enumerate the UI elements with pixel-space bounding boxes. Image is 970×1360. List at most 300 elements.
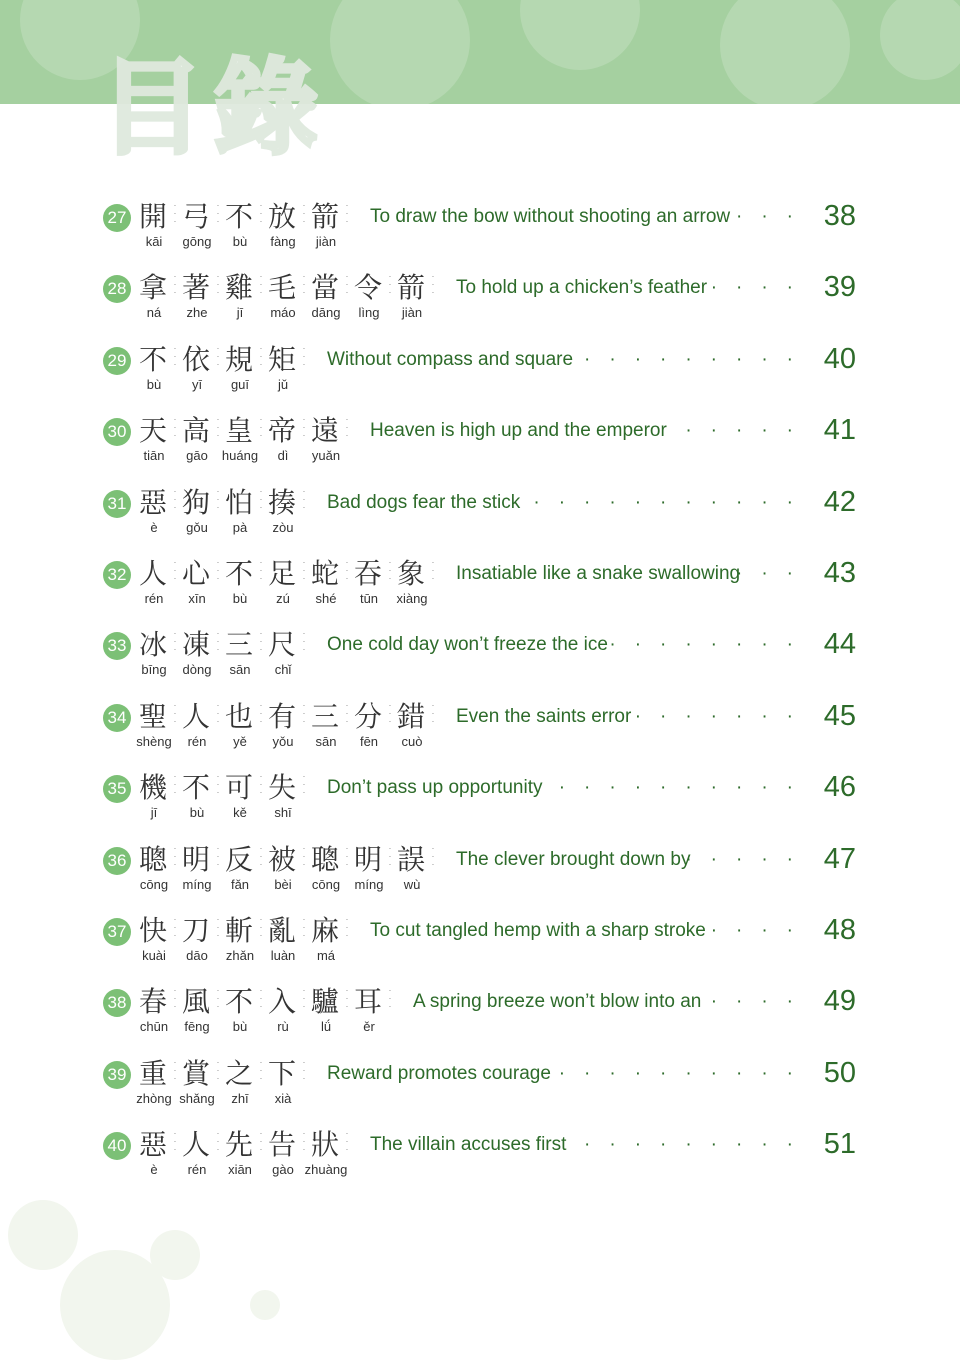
zhuyin-annotation: · · · bbox=[259, 844, 263, 869]
character-cell bbox=[139, 557, 182, 615]
character-cell bbox=[268, 628, 311, 686]
pinyin: ěr bbox=[363, 1019, 375, 1035]
hanzi: 人 bbox=[182, 699, 211, 733]
zhuyin-annotation: · · · bbox=[216, 344, 220, 369]
idiom-characters bbox=[139, 985, 397, 1043]
toc-entry[interactable] bbox=[0, 414, 960, 474]
zhuyin-annotation: · · · bbox=[173, 344, 177, 369]
zhuyin-annotation: · · · bbox=[173, 701, 177, 726]
hanzi: 惡 bbox=[139, 1128, 168, 1162]
pinyin: shèng bbox=[136, 733, 172, 749]
zhuyin-annotation: · · · bbox=[173, 630, 177, 655]
toc-entry[interactable] bbox=[0, 843, 960, 903]
zhuyin-annotation: · · · bbox=[173, 487, 177, 512]
entry-number-badge: 30 bbox=[103, 418, 131, 446]
character-cell bbox=[136, 699, 182, 758]
idiom-characters bbox=[139, 271, 440, 329]
hanzi: 不 bbox=[182, 771, 211, 805]
character-cell bbox=[397, 700, 440, 758]
page-number: 45 bbox=[823, 699, 856, 732]
character-cell bbox=[268, 914, 311, 972]
pinyin: kāi bbox=[145, 234, 163, 249]
hanzi: 弓 bbox=[182, 200, 211, 233]
character-cell bbox=[182, 843, 225, 901]
pinyin: lǘ bbox=[320, 1019, 332, 1035]
entry-title-english: The villain accuses first bbox=[370, 1134, 567, 1156]
zhuyin-annotation: · · · bbox=[259, 1058, 263, 1083]
leader-dots: ····· bbox=[685, 848, 812, 870]
pinyin: zhǎn bbox=[225, 948, 255, 963]
pinyin: chūn bbox=[139, 1019, 169, 1035]
zhuyin-annotation: · · · bbox=[388, 559, 392, 583]
character-cell bbox=[311, 700, 354, 758]
zhuyin-annotation: · · · bbox=[302, 202, 306, 226]
zhuyin-annotation: · · · bbox=[173, 1130, 177, 1155]
character-cell bbox=[221, 414, 268, 472]
character-cell bbox=[139, 914, 182, 972]
character-cell bbox=[268, 985, 311, 1043]
character-cell bbox=[139, 271, 182, 329]
decor-circle bbox=[250, 1290, 280, 1320]
hanzi: 尺 bbox=[268, 628, 297, 662]
decor-circle bbox=[720, 0, 850, 110]
character-cell bbox=[304, 1128, 354, 1186]
toc-entry[interactable] bbox=[0, 1057, 960, 1117]
character-cell bbox=[225, 771, 268, 829]
character-cell bbox=[139, 343, 182, 401]
entry-number-badge: 38 bbox=[103, 989, 131, 1017]
character-cell bbox=[268, 771, 311, 829]
hanzi: 三 bbox=[225, 628, 254, 662]
character-cell bbox=[311, 271, 354, 329]
character-cell bbox=[225, 1128, 268, 1186]
pinyin: zhuàng bbox=[304, 1162, 348, 1178]
hanzi: 高 bbox=[182, 414, 211, 448]
pinyin: cōng bbox=[311, 876, 341, 892]
character-cell bbox=[139, 628, 182, 686]
pinyin: guī bbox=[230, 376, 250, 392]
pinyin: bèi bbox=[274, 876, 292, 892]
zhuyin-annotation: · · · bbox=[259, 202, 263, 226]
leader-dots: ········ bbox=[609, 634, 812, 656]
pinyin: rén bbox=[144, 591, 164, 606]
pinyin: dāo bbox=[186, 948, 208, 963]
zhuyin-annotation: · · · bbox=[259, 559, 263, 583]
pinyin: yī bbox=[191, 376, 203, 392]
pinyin: dì bbox=[277, 448, 289, 464]
character-cell bbox=[268, 200, 311, 258]
pinyin: zòu bbox=[272, 519, 294, 535]
character-cell bbox=[397, 271, 440, 329]
hanzi: 心 bbox=[182, 557, 211, 590]
hanzi: 春 bbox=[139, 985, 168, 1019]
hanzi: 錯 bbox=[397, 699, 426, 733]
character-cell bbox=[268, 486, 311, 544]
zhuyin-annotation: · · · bbox=[388, 987, 392, 1012]
zhuyin-annotation: · · · bbox=[302, 630, 306, 655]
pinyin: gōng bbox=[182, 234, 212, 249]
hanzi: 放 bbox=[268, 200, 297, 233]
character-cell bbox=[225, 700, 268, 758]
toc-entry[interactable] bbox=[0, 200, 960, 260]
pinyin: bù bbox=[189, 805, 205, 821]
idiom-characters bbox=[139, 628, 311, 686]
zhuyin-annotation: · · · bbox=[216, 701, 220, 726]
leader-dots: ····· bbox=[685, 420, 812, 442]
hanzi: 皇 bbox=[225, 414, 254, 448]
hanzi: 明 bbox=[354, 842, 383, 876]
hanzi: 開 bbox=[139, 200, 168, 233]
character-cell bbox=[354, 271, 397, 329]
character-cell bbox=[311, 914, 354, 972]
hanzi: 雞 bbox=[225, 271, 254, 305]
hanzi: 亂 bbox=[268, 914, 297, 947]
character-cell bbox=[397, 843, 440, 901]
toc-entry[interactable] bbox=[0, 700, 960, 760]
pinyin: cuò bbox=[401, 733, 423, 749]
decor-circle bbox=[520, 0, 640, 70]
hanzi: 刀 bbox=[182, 914, 211, 947]
decor-circle bbox=[150, 1230, 200, 1280]
pinyin: wù bbox=[403, 876, 421, 892]
pinyin: xiān bbox=[228, 1162, 252, 1178]
character-cell bbox=[268, 1128, 311, 1186]
character-cell bbox=[268, 271, 311, 329]
zhuyin-annotation: · · · bbox=[302, 344, 306, 369]
character-cell bbox=[139, 985, 182, 1043]
hanzi: 斬 bbox=[225, 914, 254, 947]
zhuyin-annotation: · · · bbox=[259, 916, 263, 940]
pinyin: rén bbox=[187, 1162, 207, 1178]
entry-title-english: To draw the bow without shooting an arrow bbox=[370, 206, 731, 227]
hanzi: 足 bbox=[268, 557, 297, 590]
pinyin: rén bbox=[187, 733, 207, 749]
hanzi: 反 bbox=[225, 842, 254, 876]
decor-circle bbox=[880, 0, 970, 80]
character-cell bbox=[182, 414, 225, 472]
page-number: 48 bbox=[823, 914, 856, 946]
hanzi: 分 bbox=[354, 699, 383, 733]
character-cell bbox=[182, 343, 225, 401]
entry-title-english: Insatiable like a snake swallowing bbox=[456, 563, 741, 584]
hanzi: 不 bbox=[225, 985, 254, 1019]
idiom-characters bbox=[139, 414, 354, 472]
zhuyin-annotation: · · · bbox=[302, 559, 306, 583]
pinyin: bù bbox=[232, 234, 248, 249]
toc-entry[interactable] bbox=[0, 557, 960, 617]
character-cell bbox=[311, 200, 354, 258]
page-number: 41 bbox=[823, 414, 856, 447]
pinyin: è bbox=[150, 1162, 158, 1178]
toc-entry[interactable] bbox=[0, 1128, 960, 1188]
leader-dots: ······· bbox=[634, 705, 812, 727]
character-cell bbox=[225, 1057, 268, 1115]
leader-dots: ·········· bbox=[558, 777, 812, 799]
pinyin: jiàn bbox=[401, 305, 423, 321]
hanzi: 不 bbox=[225, 557, 254, 590]
pinyin: fēng bbox=[184, 1019, 210, 1035]
hanzi: 狀 bbox=[311, 1128, 340, 1162]
entry-title-english: Reward promotes courage bbox=[327, 1062, 551, 1084]
hanzi: 聰 bbox=[311, 842, 340, 876]
hanzi: 風 bbox=[182, 985, 211, 1019]
hanzi: 麻 bbox=[311, 914, 340, 947]
character-cell bbox=[225, 200, 268, 258]
character-cell bbox=[225, 985, 268, 1043]
hanzi: 之 bbox=[225, 1056, 254, 1090]
pinyin: sān bbox=[229, 662, 251, 678]
leader-dots: ···· bbox=[710, 991, 812, 1013]
zhuyin-annotation: · · · bbox=[216, 1058, 220, 1083]
zhuyin-annotation: · · · bbox=[302, 1058, 306, 1083]
page-number: 49 bbox=[823, 985, 856, 1018]
hanzi: 誤 bbox=[397, 842, 426, 876]
zhuyin-annotation: · · · bbox=[259, 987, 263, 1012]
pinyin: shǎng bbox=[179, 1090, 215, 1106]
pinyin: yuǎn bbox=[311, 448, 341, 464]
character-cell bbox=[354, 985, 397, 1043]
entry-number-badge: 33 bbox=[103, 632, 131, 660]
character-cell bbox=[268, 343, 311, 401]
zhuyin-annotation: · · · bbox=[173, 273, 177, 298]
hanzi: 箭 bbox=[311, 200, 340, 233]
zhuyin-annotation: · · · bbox=[216, 273, 220, 298]
zhuyin-annotation: · · · bbox=[173, 1058, 177, 1083]
entry-number-badge: 40 bbox=[103, 1132, 131, 1160]
hanzi: 重 bbox=[139, 1056, 168, 1090]
pinyin: yě bbox=[233, 733, 247, 749]
hanzi: 不 bbox=[225, 200, 254, 233]
toc-entry[interactable] bbox=[0, 271, 960, 331]
zhuyin-annotation: · · · bbox=[216, 416, 220, 441]
pinyin: dāng bbox=[311, 305, 341, 321]
decor-circle bbox=[8, 1200, 78, 1270]
character-cell bbox=[354, 557, 397, 615]
hanzi: 箭 bbox=[397, 271, 426, 305]
pinyin: dòng bbox=[182, 662, 212, 678]
page-title: 目錄 bbox=[100, 47, 329, 169]
character-cell bbox=[139, 1128, 182, 1186]
zhuyin-annotation: · · · bbox=[345, 416, 349, 441]
character-cell bbox=[268, 843, 311, 901]
zhuyin-annotation: · · · bbox=[259, 487, 263, 512]
zhuyin-annotation: · · · bbox=[173, 559, 177, 583]
pinyin: zhòng bbox=[136, 1090, 172, 1106]
hanzi: 有 bbox=[268, 699, 297, 733]
character-cell bbox=[354, 700, 397, 758]
character-cell bbox=[225, 628, 268, 686]
pinyin: xià bbox=[274, 1090, 292, 1106]
page-number: 50 bbox=[823, 1056, 856, 1089]
pinyin: fēn bbox=[359, 733, 379, 749]
entry-number-badge: 34 bbox=[103, 704, 131, 732]
pinyin: jǔ bbox=[277, 376, 289, 392]
pinyin: jī bbox=[150, 805, 158, 821]
character-cell bbox=[225, 557, 268, 615]
hanzi: 天 bbox=[139, 414, 168, 448]
hanzi: 毛 bbox=[268, 271, 297, 305]
zhuyin-annotation: · · · bbox=[216, 916, 220, 940]
zhuyin-annotation: · · · bbox=[302, 416, 306, 441]
entry-number-badge: 29 bbox=[103, 347, 131, 375]
pinyin: gǒu bbox=[186, 519, 208, 535]
hanzi: 人 bbox=[182, 1128, 211, 1162]
zhuyin-annotation: · · · bbox=[431, 701, 435, 726]
pinyin: xīn bbox=[188, 591, 206, 606]
character-cell bbox=[311, 414, 354, 472]
page-number: 46 bbox=[823, 771, 856, 804]
hanzi: 也 bbox=[225, 699, 254, 733]
page-number: 47 bbox=[823, 842, 856, 875]
toc-entry[interactable] bbox=[0, 628, 960, 688]
pinyin: bù bbox=[232, 591, 248, 606]
hanzi: 告 bbox=[268, 1128, 297, 1162]
pinyin: bīng bbox=[141, 662, 167, 678]
hanzi: 驢 bbox=[311, 985, 340, 1019]
character-cell bbox=[268, 1057, 311, 1115]
pinyin: zhī bbox=[231, 1090, 249, 1106]
idiom-characters bbox=[139, 1128, 354, 1186]
zhuyin-annotation: · · · bbox=[259, 773, 263, 798]
toc-entry[interactable] bbox=[0, 343, 960, 403]
character-cell bbox=[397, 557, 440, 615]
toc-entry[interactable] bbox=[0, 914, 960, 974]
idiom-characters bbox=[136, 699, 440, 758]
page-number: 40 bbox=[823, 342, 856, 375]
entry-title-english: One cold day won’t freeze the ice bbox=[327, 634, 608, 656]
pinyin: yǒu bbox=[272, 733, 294, 749]
hanzi: 遠 bbox=[311, 414, 340, 448]
character-cell bbox=[225, 914, 268, 972]
pinyin: shī bbox=[274, 805, 292, 821]
character-cell bbox=[182, 628, 225, 686]
idiom-characters bbox=[139, 486, 311, 544]
leader-dots: ···· bbox=[710, 277, 812, 299]
hanzi: 怕 bbox=[225, 485, 254, 519]
character-cell bbox=[225, 486, 268, 544]
pinyin: xiàng bbox=[396, 591, 428, 606]
hanzi: 蛇 bbox=[311, 557, 340, 590]
pinyin: è bbox=[150, 519, 158, 535]
hanzi: 聖 bbox=[139, 699, 168, 733]
hanzi: 令 bbox=[354, 271, 383, 305]
page-number: 38 bbox=[823, 200, 856, 232]
entry-number-badge: 32 bbox=[103, 561, 131, 589]
character-cell bbox=[179, 1056, 225, 1115]
hanzi: 機 bbox=[139, 771, 168, 805]
zhuyin-annotation: · · · bbox=[259, 701, 263, 726]
zhuyin-annotation: · · · bbox=[216, 844, 220, 869]
character-cell bbox=[139, 843, 182, 901]
zhuyin-annotation: · · · bbox=[302, 844, 306, 869]
hanzi: 凍 bbox=[182, 628, 211, 662]
hanzi: 賞 bbox=[182, 1056, 211, 1090]
hanzi: 被 bbox=[268, 842, 297, 876]
hanzi: 象 bbox=[397, 557, 426, 590]
zhuyin-annotation: · · · bbox=[259, 416, 263, 441]
leader-dots: ··········· bbox=[533, 491, 812, 513]
zhuyin-annotation: · · · bbox=[216, 1130, 220, 1155]
hanzi: 拿 bbox=[139, 271, 168, 305]
zhuyin-annotation: · · · bbox=[345, 1130, 349, 1155]
leader-dots: ···· bbox=[710, 920, 812, 941]
zhuyin-annotation: · · · bbox=[431, 844, 435, 869]
character-cell bbox=[225, 843, 268, 901]
entry-title-english: A spring breeze won’t blow into an bbox=[413, 991, 702, 1013]
entry-title-english: Bad dogs fear the stick bbox=[327, 491, 521, 513]
character-cell bbox=[182, 271, 225, 329]
character-cell bbox=[225, 271, 268, 329]
zhuyin-annotation: · · · bbox=[259, 344, 263, 369]
character-cell bbox=[182, 985, 225, 1043]
hanzi: 規 bbox=[225, 342, 254, 376]
idiom-characters bbox=[139, 343, 311, 401]
hanzi: 快 bbox=[139, 914, 168, 947]
page-number: 43 bbox=[823, 557, 856, 589]
character-cell bbox=[268, 414, 311, 472]
entry-title-english: Don’t pass up opportunity bbox=[327, 777, 543, 799]
toc-entry[interactable] bbox=[0, 486, 960, 546]
character-cell bbox=[182, 557, 225, 615]
pinyin: zú bbox=[276, 591, 290, 606]
zhuyin-annotation: · · · bbox=[345, 844, 349, 869]
pinyin: chǐ bbox=[274, 662, 292, 678]
zhuyin-annotation: · · · bbox=[173, 844, 177, 869]
character-cell bbox=[182, 914, 225, 972]
hanzi: 冰 bbox=[139, 628, 168, 662]
page-number: 39 bbox=[823, 271, 856, 304]
page-number: 44 bbox=[823, 628, 856, 661]
entry-title-english: Heaven is high up and the emperor bbox=[370, 420, 667, 442]
zhuyin-annotation: · · · bbox=[345, 701, 349, 726]
zhuyin-annotation: · · · bbox=[173, 916, 177, 940]
leader-dots: ··· bbox=[736, 206, 812, 227]
hanzi: 明 bbox=[182, 842, 211, 876]
pinyin: jī bbox=[236, 305, 244, 321]
leader-dots: ········· bbox=[584, 1134, 812, 1156]
zhuyin-annotation: · · · bbox=[302, 273, 306, 298]
toc-entry[interactable] bbox=[0, 771, 960, 831]
leader-dots: ·········· bbox=[558, 1062, 812, 1084]
zhuyin-annotation: · · · bbox=[302, 487, 306, 512]
character-cell bbox=[311, 843, 354, 901]
zhuyin-annotation: · · · bbox=[216, 773, 220, 798]
idiom-characters bbox=[139, 200, 354, 258]
zhuyin-annotation: · · · bbox=[388, 701, 392, 726]
character-cell bbox=[354, 843, 397, 901]
zhuyin-annotation: · · · bbox=[388, 273, 392, 298]
pinyin: ná bbox=[146, 305, 162, 321]
zhuyin-annotation: · · · bbox=[345, 273, 349, 298]
hanzi: 依 bbox=[182, 342, 211, 376]
pinyin: pà bbox=[232, 519, 248, 535]
zhuyin-annotation: · · · bbox=[431, 559, 435, 583]
zhuyin-annotation: · · · bbox=[345, 559, 349, 583]
decor-circle bbox=[330, 0, 470, 110]
idiom-characters bbox=[139, 771, 311, 829]
hanzi: 入 bbox=[268, 985, 297, 1019]
hanzi: 吞 bbox=[354, 557, 383, 590]
pinyin: fǎn bbox=[230, 876, 250, 892]
character-cell bbox=[182, 1128, 225, 1186]
toc-entry[interactable] bbox=[0, 985, 960, 1045]
character-cell bbox=[225, 343, 268, 401]
zhuyin-annotation: · · · bbox=[302, 916, 306, 940]
character-cell bbox=[182, 700, 225, 758]
character-cell bbox=[139, 486, 182, 544]
hanzi: 下 bbox=[268, 1056, 297, 1090]
entry-number-badge: 31 bbox=[103, 490, 131, 518]
